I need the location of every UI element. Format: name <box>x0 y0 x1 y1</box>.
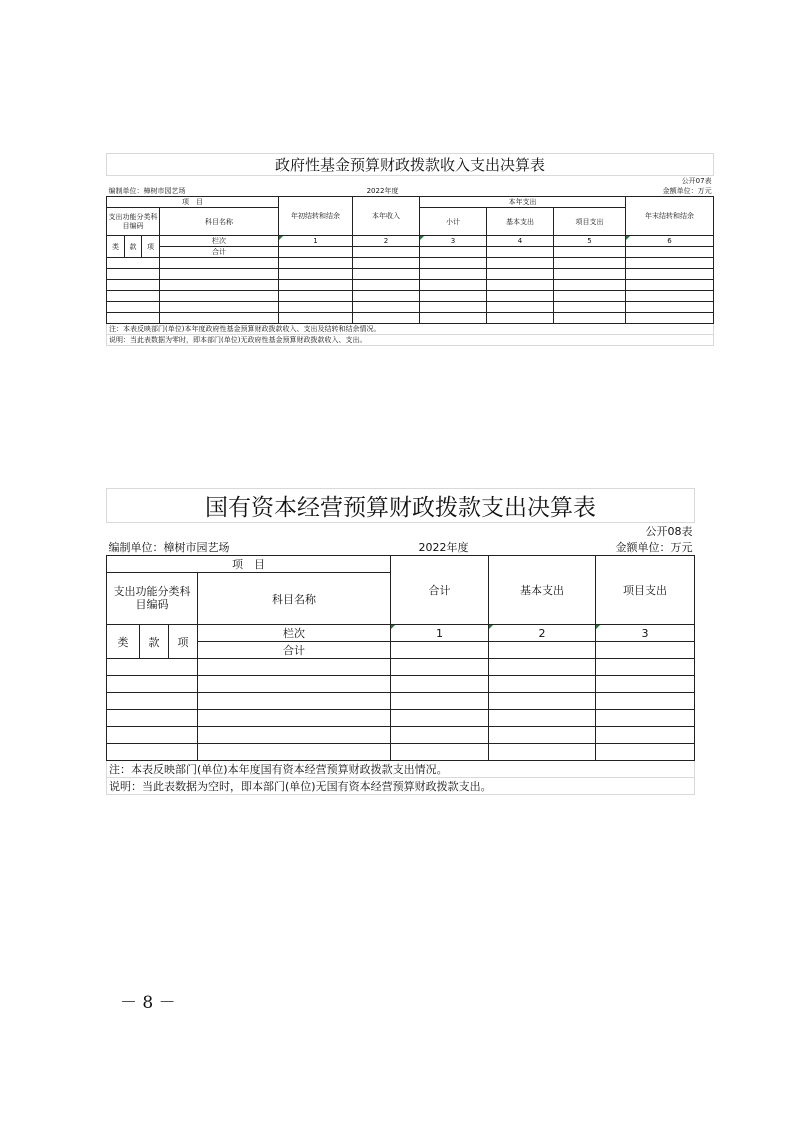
table-row <box>107 659 695 676</box>
table-code: 公开07表 <box>681 177 712 185</box>
table-row <box>107 258 714 269</box>
col-num: 4 <box>487 236 554 247</box>
header-project: 项目支出 <box>554 208 626 236</box>
header-func-code: 支出功能分类科目编码 <box>107 573 198 625</box>
header-func-code: 支出功能分类科目编码 <box>107 208 160 236</box>
header-item: 项 目 <box>107 197 279 208</box>
code-kuan: 款 <box>140 625 169 659</box>
table-explanation: 说明：当此表数据为空时，即本部门(单位)无国有资本经营预算财政拨款支出。 <box>107 778 695 795</box>
lanci-label: 栏次 <box>198 625 391 642</box>
header-total: 合计 <box>391 556 489 625</box>
col-num: 1 <box>391 625 489 642</box>
table-note: 注：本表反映部门(单位)本年度政府性基金预算财政拨款收入、支出及结转和结余情况。 <box>107 324 714 335</box>
unit-label: 编制单位：樟树市园艺场 <box>108 541 230 554</box>
header-item: 项 目 <box>107 556 391 573</box>
table-explanation: 说明：当此表数据为零时，即本部门(单位)无政府性基金预算财政拨款收入、支出。 <box>107 335 714 346</box>
lanci-label: 栏次 <box>160 236 279 247</box>
amount-unit: 金额单位：万元 <box>615 541 693 554</box>
total-label: 合计 <box>198 642 391 659</box>
header-subject-name: 科目名称 <box>160 208 279 236</box>
table-row <box>107 302 714 313</box>
state-capital-table <box>106 488 695 795</box>
table-row <box>107 693 695 710</box>
header-subtotal: 小计 <box>420 208 487 236</box>
amount-unit: 金额单位：万元 <box>662 187 712 195</box>
table-note: 注：本表反映部门(单位)本年度国有资本经营预算财政拨款支出情况。 <box>107 761 695 778</box>
table-title: 国有资本经营预算财政拨款支出决算表 <box>107 489 695 523</box>
col-num: 3 <box>596 625 695 642</box>
header-this-year-expenditure: 本年支出 <box>420 197 626 208</box>
table-code: 公开08表 <box>645 525 693 538</box>
table-row <box>107 269 714 280</box>
unit-label: 编制单位：樟树市园艺场 <box>108 187 186 195</box>
table-row <box>107 727 695 744</box>
table-row <box>107 710 695 727</box>
table-row <box>107 291 714 302</box>
code-xiang: 项 <box>169 625 198 659</box>
col-num: 2 <box>489 625 596 642</box>
header-subject-name: 科目名称 <box>198 573 391 625</box>
header-start-balance: 年初结转和结余 <box>279 197 353 236</box>
col-num: 6 <box>626 236 714 247</box>
col-num: 5 <box>554 236 626 247</box>
table-row <box>107 744 695 761</box>
table-title: 政府性基金预算财政拨款收入支出决算表 <box>107 154 714 176</box>
government-fund-table <box>106 153 714 346</box>
page-number: － 8 － <box>120 993 176 1013</box>
header-end-balance: 年末结转和结余 <box>626 197 714 236</box>
total-label: 合计 <box>160 247 279 258</box>
code-lei: 类 <box>107 625 140 659</box>
col-num: 3 <box>420 236 487 247</box>
header-basic: 基本支出 <box>487 208 554 236</box>
col-num: 2 <box>353 236 420 247</box>
header-project: 项目支出 <box>596 556 695 625</box>
header-basic: 基本支出 <box>489 556 596 625</box>
year-label: 2022年度 <box>366 187 399 195</box>
table-row <box>107 313 714 324</box>
col-num: 1 <box>279 236 353 247</box>
code-xiang: 项 <box>142 236 160 258</box>
year-label: 2022年度 <box>418 541 469 554</box>
table-row <box>107 280 714 291</box>
header-income: 本年收入 <box>353 197 420 236</box>
table-row <box>107 676 695 693</box>
code-lei: 类 <box>107 236 125 258</box>
code-kuan: 款 <box>125 236 142 258</box>
